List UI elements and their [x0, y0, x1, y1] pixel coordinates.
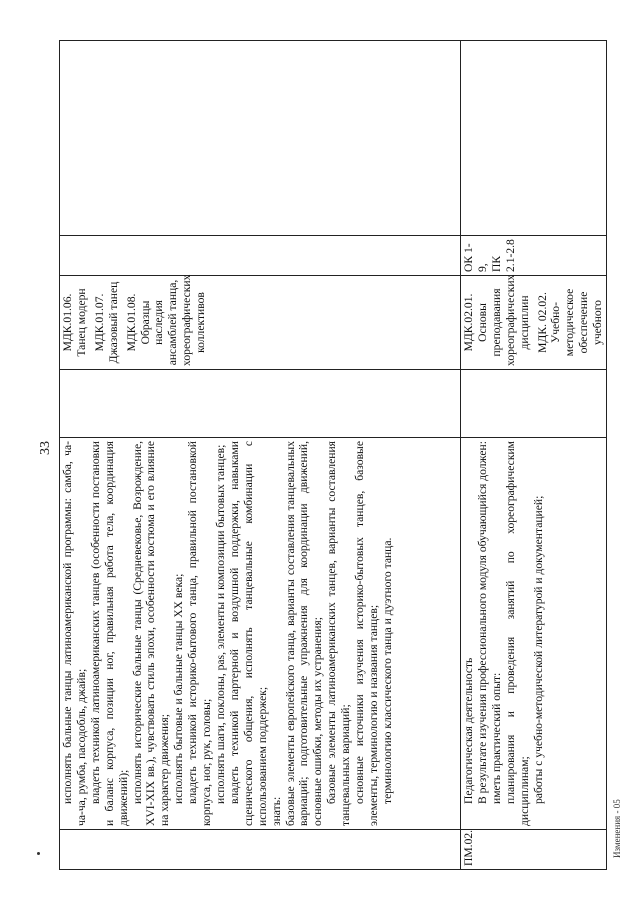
- content-paragraph: владеть техникой историко-бытового танца, правильной постановкой корпуса, ног, рук, головы;: [186, 441, 214, 826]
- rotated-table: [59, 40, 605, 870]
- mdk-entry: МДК.02.01. Основы преподавания хореографических дисциплин: [462, 274, 531, 366]
- content-paragraph: владеть техникой партерной и воздушной поддержки, навыками сценического общения, исполнять танцевальные комбинации с использованием поддержек;: [227, 441, 269, 826]
- table-container: [59, 40, 605, 870]
- row1-last-cell: [60, 41, 461, 236]
- scan-dot: [37, 852, 40, 855]
- row2-competence-cell: [461, 236, 607, 276]
- row2-content-cell: [461, 438, 607, 830]
- table-row: [60, 41, 461, 870]
- content-paragraph: исполнять бальные танцы латиноамериканской программы: самба, ча-ча-ча, румба, пасодобль, джайв;: [61, 441, 88, 826]
- content-paragraph: В результате изучения профессионального модуля обучающийся должен:: [475, 441, 489, 804]
- table-row: [461, 41, 607, 870]
- row1-empty-cell: [60, 370, 461, 438]
- row2-empty-cell: [461, 370, 607, 438]
- row1-mdk-cell: [60, 276, 461, 370]
- mdk-entry: МДК.01.06.: [61, 293, 74, 352]
- row2-mdk-cell: [461, 276, 607, 370]
- content-paragraph: исполнять шаги, поклоны, pas, элементы и композиции бытовых танцев;: [213, 444, 227, 804]
- row1-competence-cell: [60, 236, 461, 276]
- row2-last-cell: [461, 41, 607, 236]
- row2-code-cell: ПМ.02.: [461, 830, 607, 870]
- content-paragraph: исполнять исторические бальные танцы (Средневековье, Возрождение, XVI-XIX вв.), чувствовать стиль эпохи, особенности костюма и его влияние на характер движения;: [130, 441, 172, 826]
- content-paragraph: базовые элементы европейского танца, варианты составления танцевальных вариаций; подготовительные упражнения для координации движений, основные ошибки, методы их устранения;: [283, 441, 325, 826]
- curriculum-table: [59, 40, 607, 870]
- row1-content-cell: [60, 438, 461, 830]
- content-paragraph: работы с учебно-методической литературой и документацией;: [531, 495, 545, 804]
- competence-code: ОК 1-9,: [462, 243, 489, 272]
- competence-code: ПК 2.1-2.8: [489, 239, 517, 272]
- content-paragraph: основные источники изучения историко-бытовых танцев, базовые элементы, терминологию и названия танцев;: [353, 441, 380, 826]
- content-paragraph: владеть техникой латиноамериканских танцев (особенности постановки и баланс корпуса, позиции ног, правильная работа тела, координация движений);: [88, 441, 130, 826]
- mdk-entry: Джазовый танец: [106, 281, 120, 364]
- content-paragraph: знать:: [269, 796, 283, 826]
- footer-revision: Изменения - 05: [612, 799, 622, 858]
- content-paragraph: исполнять бытовые и бальные танцы XX века;: [172, 573, 186, 804]
- mdk-entry: МДК. 02.02. Учебно-методическое обеспечение учебного: [535, 288, 605, 357]
- content-paragraph: планирования и проведения занятий по хореографическим дисциплинам;: [503, 441, 531, 826]
- mdk-entry: МДК.01.08. Образцы наследия ансамблей танца, хореографических коллективов: [124, 274, 208, 366]
- content-paragraph: терминологию классического танца и дуэтного танца.: [380, 537, 394, 804]
- mdk-entry: Танец модерн: [74, 288, 88, 357]
- row1-code-cell: [60, 830, 461, 870]
- mdk-entry: МДК.01.07.: [92, 293, 106, 352]
- page-number: 33: [38, 441, 53, 455]
- content-paragraph: базовые элементы латиноамериканских танцев, варианты составления танцевальных вариаций;: [325, 441, 353, 826]
- content-paragraph: иметь практический опыт:: [489, 672, 503, 804]
- content-paragraph: Педагогическая деятельность: [462, 657, 475, 804]
